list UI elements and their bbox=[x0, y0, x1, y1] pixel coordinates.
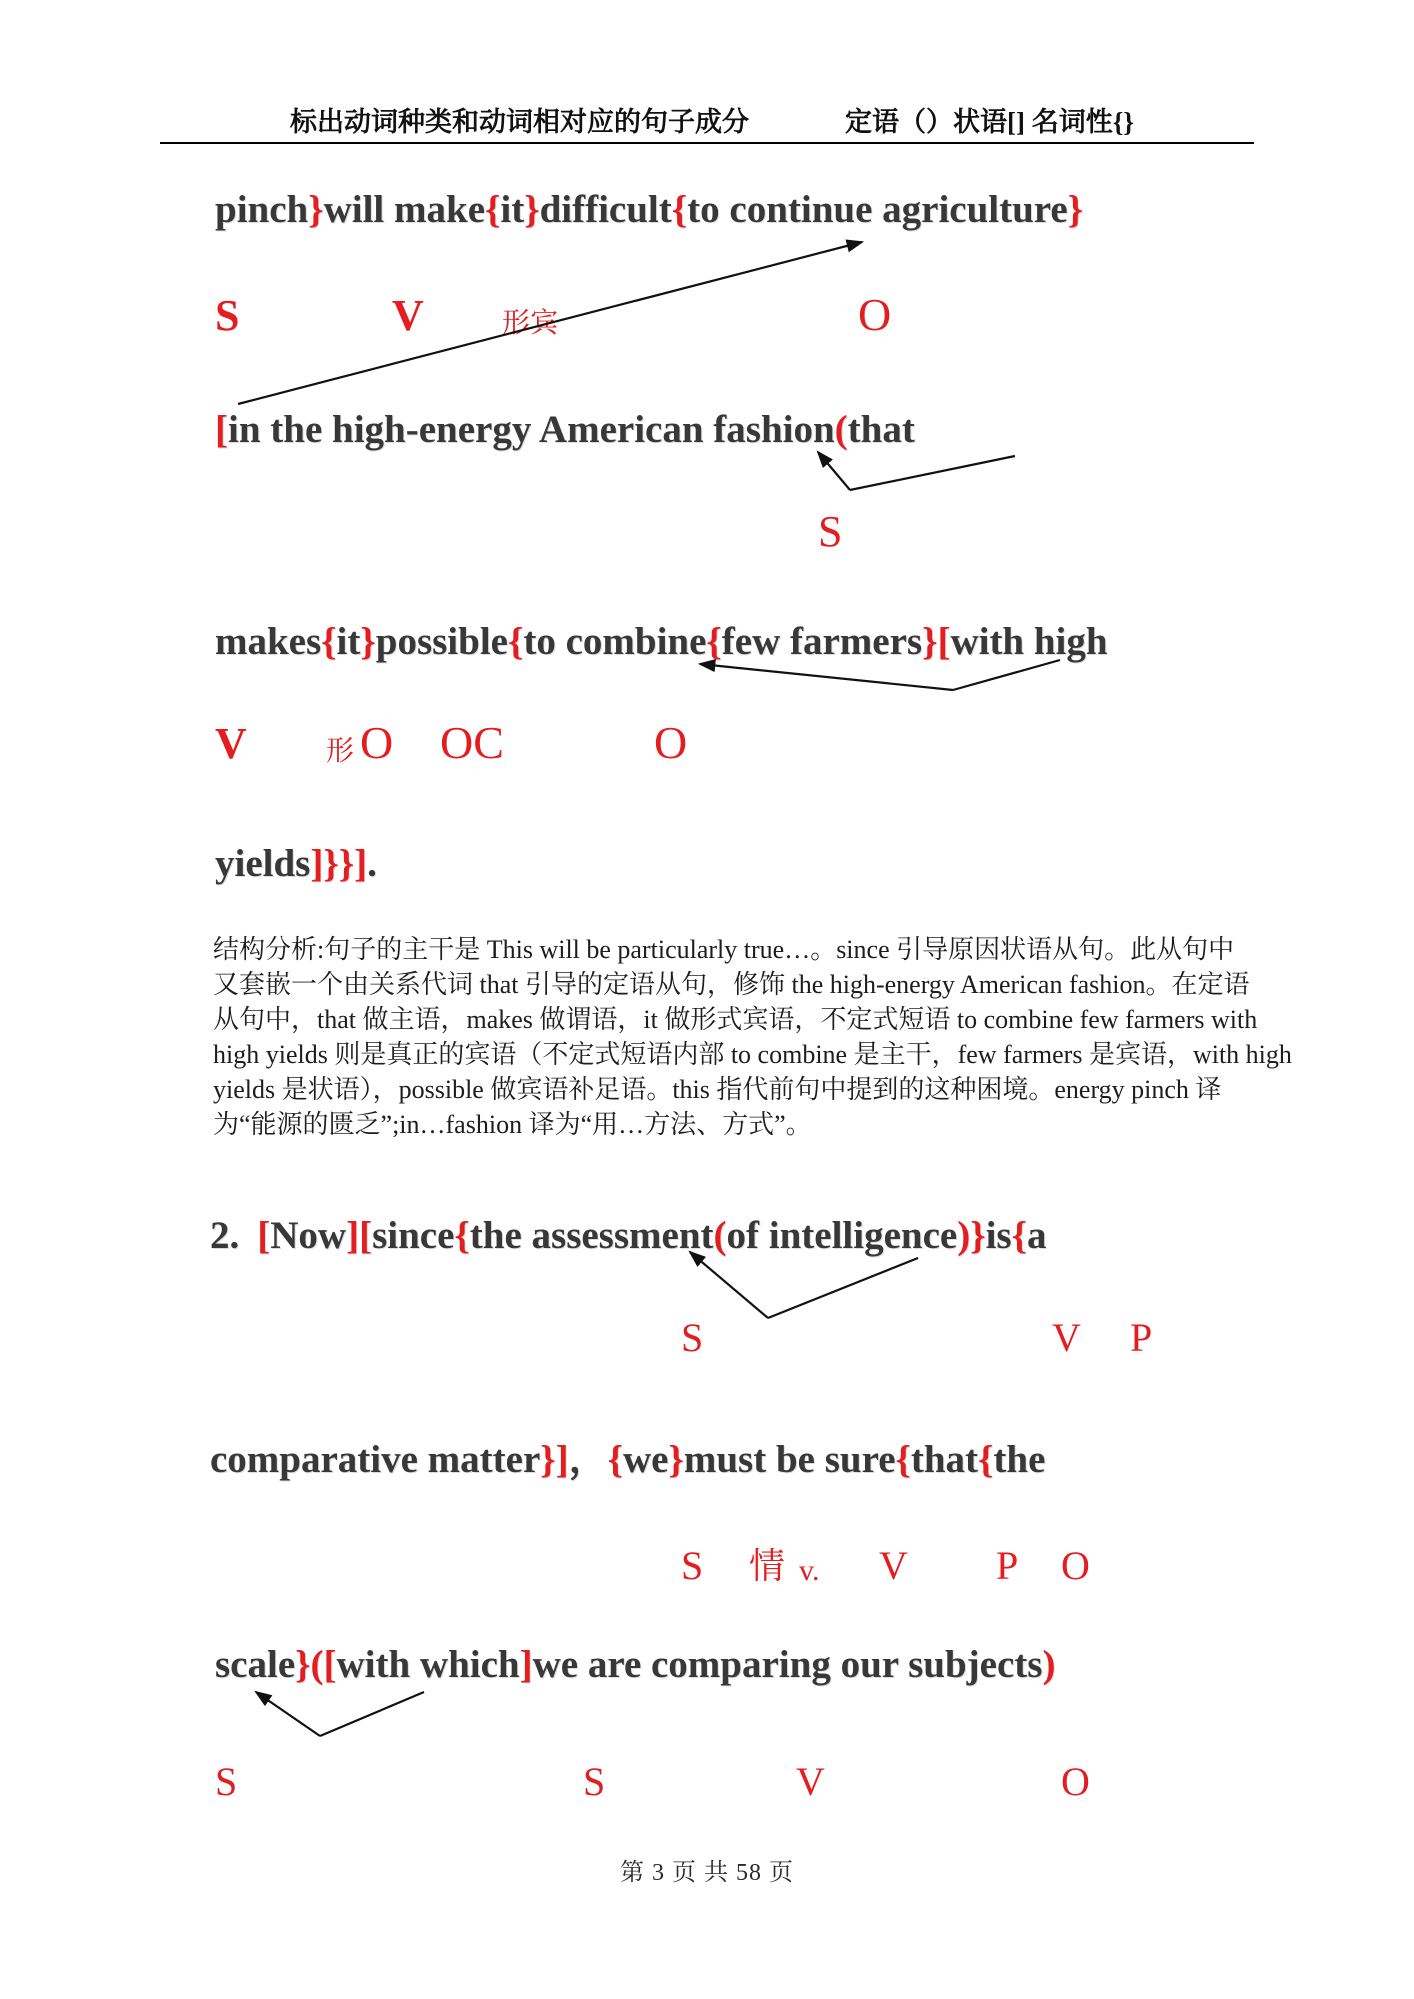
grammar-label-o: O bbox=[858, 289, 892, 340]
red-paren: ( bbox=[834, 408, 848, 451]
grammar-label-o: O bbox=[1061, 1759, 1090, 1804]
grammar-label-v: V bbox=[392, 291, 424, 340]
red-brace: } bbox=[1067, 188, 1084, 231]
seg: it bbox=[500, 188, 525, 231]
red-brackets: }] bbox=[540, 1438, 569, 1481]
analysis-line: yields 是状语），possible 做宾语补足语。this 指代前句中提到的这种困境。energy pinch 译 bbox=[213, 1075, 1222, 1104]
red-brace: { bbox=[321, 620, 337, 663]
header-rule bbox=[160, 142, 1254, 144]
red-brace: { bbox=[978, 1438, 994, 1481]
grammar-label-oc: OC bbox=[440, 717, 504, 768]
red-brace: } bbox=[360, 620, 376, 663]
grammar-label-o: O bbox=[360, 717, 394, 768]
red-brackets: }([ bbox=[295, 1643, 337, 1686]
seg: must be sure bbox=[683, 1438, 896, 1481]
seg: since bbox=[372, 1214, 455, 1257]
grammar-label-s: S bbox=[215, 1759, 238, 1804]
header-legend: 定语（）状语[] 名词性{} bbox=[845, 107, 1135, 137]
arrow-withhigh-to-combine-tail bbox=[953, 660, 1060, 690]
grammar-label-p: P bbox=[996, 1543, 1019, 1588]
red-brace: { bbox=[671, 188, 688, 231]
arrow-s-to-fashion-head bbox=[818, 452, 850, 490]
grammar-label-s: S bbox=[583, 1759, 606, 1804]
red-brace: { bbox=[1011, 1214, 1027, 1257]
sentence1-line3 bbox=[215, 620, 1108, 664]
arrow-s-to-scale-tail bbox=[320, 1692, 424, 1736]
analysis-line: 从句中，that 做主语，makes 做谓语，it 做形式宾语，不定式短语 to combine few farmers with bbox=[213, 1005, 1258, 1034]
red-bracket: [ bbox=[215, 408, 228, 451]
arrow-s-to-fashion-tail bbox=[850, 456, 1015, 490]
seg: comparative matter bbox=[210, 1438, 541, 1481]
analysis-line: 结构分析:句子的主干是 This will be particularly true…。since 引导原因状语从句。此从句中 bbox=[213, 935, 1235, 964]
seg: the assessment bbox=[469, 1214, 714, 1257]
red-brackets: ][ bbox=[346, 1214, 373, 1257]
seg: to combine bbox=[523, 620, 707, 663]
arrow-s-to-scale-head bbox=[256, 1692, 320, 1736]
grammar-label-xingbin: 形宾 bbox=[502, 308, 559, 339]
red-bracket: ] bbox=[519, 1643, 533, 1686]
red-brace: } bbox=[308, 188, 324, 231]
grammar-label-v-small: v. bbox=[799, 1554, 820, 1587]
seg: with high bbox=[950, 620, 1108, 663]
red-paren: ) bbox=[1042, 1643, 1056, 1686]
seg: in the high-energy American fashion bbox=[228, 408, 835, 451]
grammar-label-s: S bbox=[681, 1315, 704, 1360]
red-paren: ( bbox=[713, 1214, 727, 1257]
analysis-line: 为“能源的匮乏”;in…fashion 译为“用…方法、方式”。 bbox=[213, 1110, 812, 1139]
red-brace: }[ bbox=[922, 620, 951, 663]
analysis-paragraph bbox=[213, 932, 1292, 1142]
grammar-label-xing: 形 bbox=[326, 736, 355, 767]
seg: difficult bbox=[539, 188, 672, 231]
red-brace: } bbox=[524, 188, 540, 231]
arrow-s-to-assessment-tail bbox=[768, 1258, 918, 1318]
grammar-label-o: O bbox=[654, 717, 688, 768]
grammar-label-o: O bbox=[1061, 1543, 1090, 1588]
grammar-label-s: S bbox=[818, 507, 843, 556]
grammar-label-s: S bbox=[681, 1543, 704, 1588]
grammar-label-v: V bbox=[215, 719, 247, 768]
sentence1-line4 bbox=[215, 842, 377, 886]
red-bracket: [ bbox=[257, 1214, 271, 1257]
page-number: 第 3 页 共 58 页 bbox=[620, 1860, 794, 1886]
red-brace: { bbox=[485, 188, 501, 231]
seg: makes bbox=[215, 620, 322, 663]
red-brace: { bbox=[706, 620, 722, 663]
seg: we are comparing our subjects bbox=[532, 1643, 1043, 1686]
seg: pinch bbox=[215, 188, 309, 231]
arrow-s-to-assessment-head bbox=[690, 1252, 768, 1318]
grammar-label-v: V bbox=[1052, 1315, 1081, 1360]
analysis-line: 又套嵌一个由关系代词 that 引导的定语从句，修饰 the high-energy American fashion。在定语 bbox=[213, 970, 1250, 999]
seg: Now bbox=[270, 1214, 347, 1257]
sentence2-line3 bbox=[215, 1643, 1055, 1687]
red-brace: { bbox=[607, 1438, 624, 1481]
header-title: 标出动词种类和动词相对应的句子成分 bbox=[290, 107, 749, 137]
grammar-label-v: V bbox=[796, 1759, 825, 1804]
seg: scale bbox=[215, 1643, 296, 1686]
grammar-label-s: S bbox=[215, 291, 240, 340]
seg: few farmers bbox=[721, 620, 923, 663]
seg: is bbox=[985, 1214, 1012, 1257]
red-paren-brace: )} bbox=[957, 1214, 986, 1257]
seg: will make bbox=[323, 188, 486, 231]
seg: yields bbox=[215, 842, 311, 885]
sentence2-line1 bbox=[210, 1214, 1046, 1258]
red-brackets: ]}}] bbox=[310, 842, 368, 885]
seg: . bbox=[367, 842, 377, 885]
analysis-line: high yields 则是真正的宾语（不定式短语内部 to combine 是主干，few farmers 是宾语，with high bbox=[213, 1040, 1292, 1069]
comma: ， bbox=[568, 1438, 608, 1481]
seg: with which bbox=[336, 1643, 520, 1686]
red-brace: { bbox=[895, 1438, 911, 1481]
seg: we bbox=[623, 1438, 669, 1481]
red-brace: { bbox=[454, 1214, 470, 1257]
seg: to continue agriculture bbox=[687, 188, 1068, 231]
sentence1-line1 bbox=[215, 188, 1083, 232]
seg: it bbox=[336, 620, 361, 663]
red-brace: } bbox=[668, 1438, 684, 1481]
seg: that bbox=[847, 408, 915, 451]
sentence2-line2 bbox=[210, 1438, 1045, 1482]
sentence1-line2 bbox=[215, 408, 915, 452]
seg: that bbox=[910, 1438, 979, 1481]
seg: possible bbox=[375, 620, 508, 663]
grammar-label-v: V bbox=[879, 1543, 908, 1588]
arrow-withhigh-to-combine-head bbox=[700, 664, 953, 690]
seg: a bbox=[1026, 1214, 1047, 1257]
grammar-label-qing: 情 bbox=[749, 1546, 786, 1586]
seg: the bbox=[993, 1438, 1046, 1481]
item-number: 2. bbox=[210, 1214, 240, 1257]
grammar-label-p: P bbox=[1130, 1315, 1153, 1360]
seg: of intelligence bbox=[726, 1214, 958, 1257]
red-brace: { bbox=[507, 620, 524, 663]
